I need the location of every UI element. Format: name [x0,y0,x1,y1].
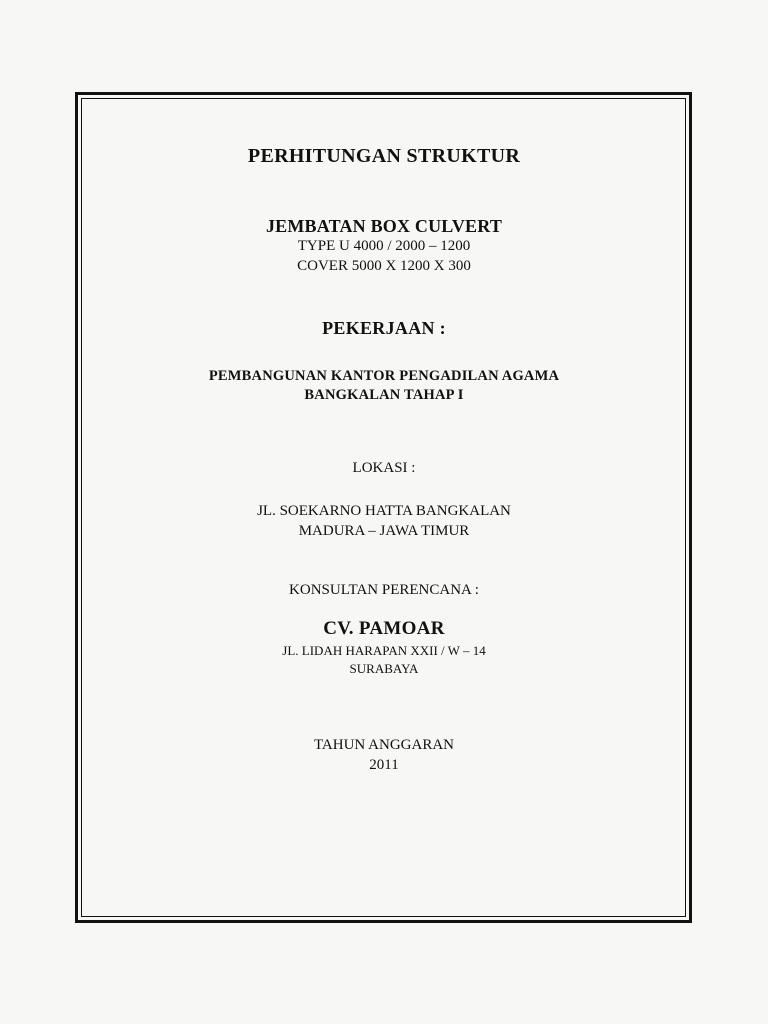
work-label: PEKERJAAN : [322,318,446,338]
document-title: PERHITUNGAN STRUKTUR [247,145,521,167]
location-line2: MADURA – JAWA TIMUR [298,523,470,539]
type-spec: TYPE U 4000 / 2000 – 1200 [297,238,471,254]
consultant-name: CV. PAMOAR [323,618,445,639]
location-label: LOKASI : [352,460,416,476]
budget-year-label: TAHUN ANGGARAN [313,737,455,753]
budget-year: 2011 [369,757,399,773]
consultant-label: KONSULTAN PERENCANA : [289,582,479,598]
consultant-address-line1: JL. LIDAH HARAPAN XXII / W – 14 [282,643,486,658]
consultant-address-line2: SURABAYA [349,661,419,676]
location-line1: JL. SOEKARNO HATTA BANGKALAN [257,503,511,519]
document-subtitle: JEMBATAN BOX CULVERT [265,216,503,236]
cover-spec: COVER 5000 X 1200 X 300 [297,258,471,274]
project-name-line1: PEMBANGUNAN KANTOR PENGADILAN AGAMA [208,368,560,384]
project-name-line2: BANGKALAN TAHAP I [304,387,464,403]
